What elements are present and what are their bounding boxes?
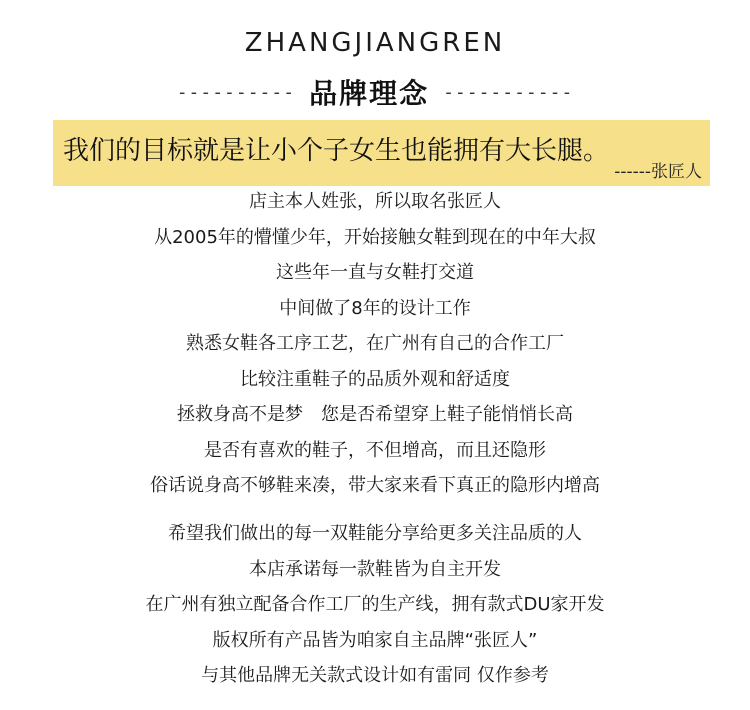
section-heading	[0, 72, 750, 112]
heading-title: 品牌理念	[309, 77, 430, 110]
story-line: 在广州有独立配备合作工厂的生产线，拥有款式DU家开发	[145, 594, 605, 615]
story-line: 希望我们做出的每一双鞋能分享给更多关注品质的人	[168, 523, 582, 544]
heading-dash-left: ----------	[176, 81, 296, 103]
story-line: 从2005年的懵懂少年，开始接触女鞋到现在的中年大叔	[154, 226, 596, 248]
brand-story-part-1	[0, 184, 750, 504]
story-line: 比较注重鞋子的品质外观和舒适度	[240, 368, 510, 390]
story-line: 拯救身高不是梦 您是否希望穿上鞋子能悄悄长高	[177, 404, 573, 425]
story-line: 与其他品牌无关款式设计如有雷同 仅作参考	[201, 665, 549, 686]
story-line: 这些年一直与女鞋打交道	[276, 262, 474, 283]
story-line: 是否有喜欢的鞋子，不但增高，而且还隐形	[204, 439, 546, 461]
brand-story-part-2	[0, 516, 750, 694]
story-line: 熟悉女鞋各工序工艺，在广州有自己的合作工厂	[186, 333, 564, 354]
heading-dash-right: -----------	[443, 81, 574, 103]
story-line: 俗话说身高不够鞋来凑，带大家来看下真正的隐形内增高	[150, 475, 600, 496]
story-line: 店主本人姓张，所以取名张匠人	[249, 191, 501, 212]
story-line: 版权所有产品皆为咱家自主品牌“张匠人”	[212, 629, 538, 651]
slogan-text: 我们的目标就是让小个子女生也能拥有大长腿。	[63, 136, 610, 166]
story-line: 本店承诺每一款鞋皆为自主开发	[249, 558, 501, 580]
slogan-banner	[53, 120, 710, 186]
story-line: 中间做了8年的设计工作	[279, 297, 471, 319]
brand-name: ZHANGJIANGREN	[244, 28, 506, 58]
slogan-signature: ------张匠人	[614, 162, 702, 182]
